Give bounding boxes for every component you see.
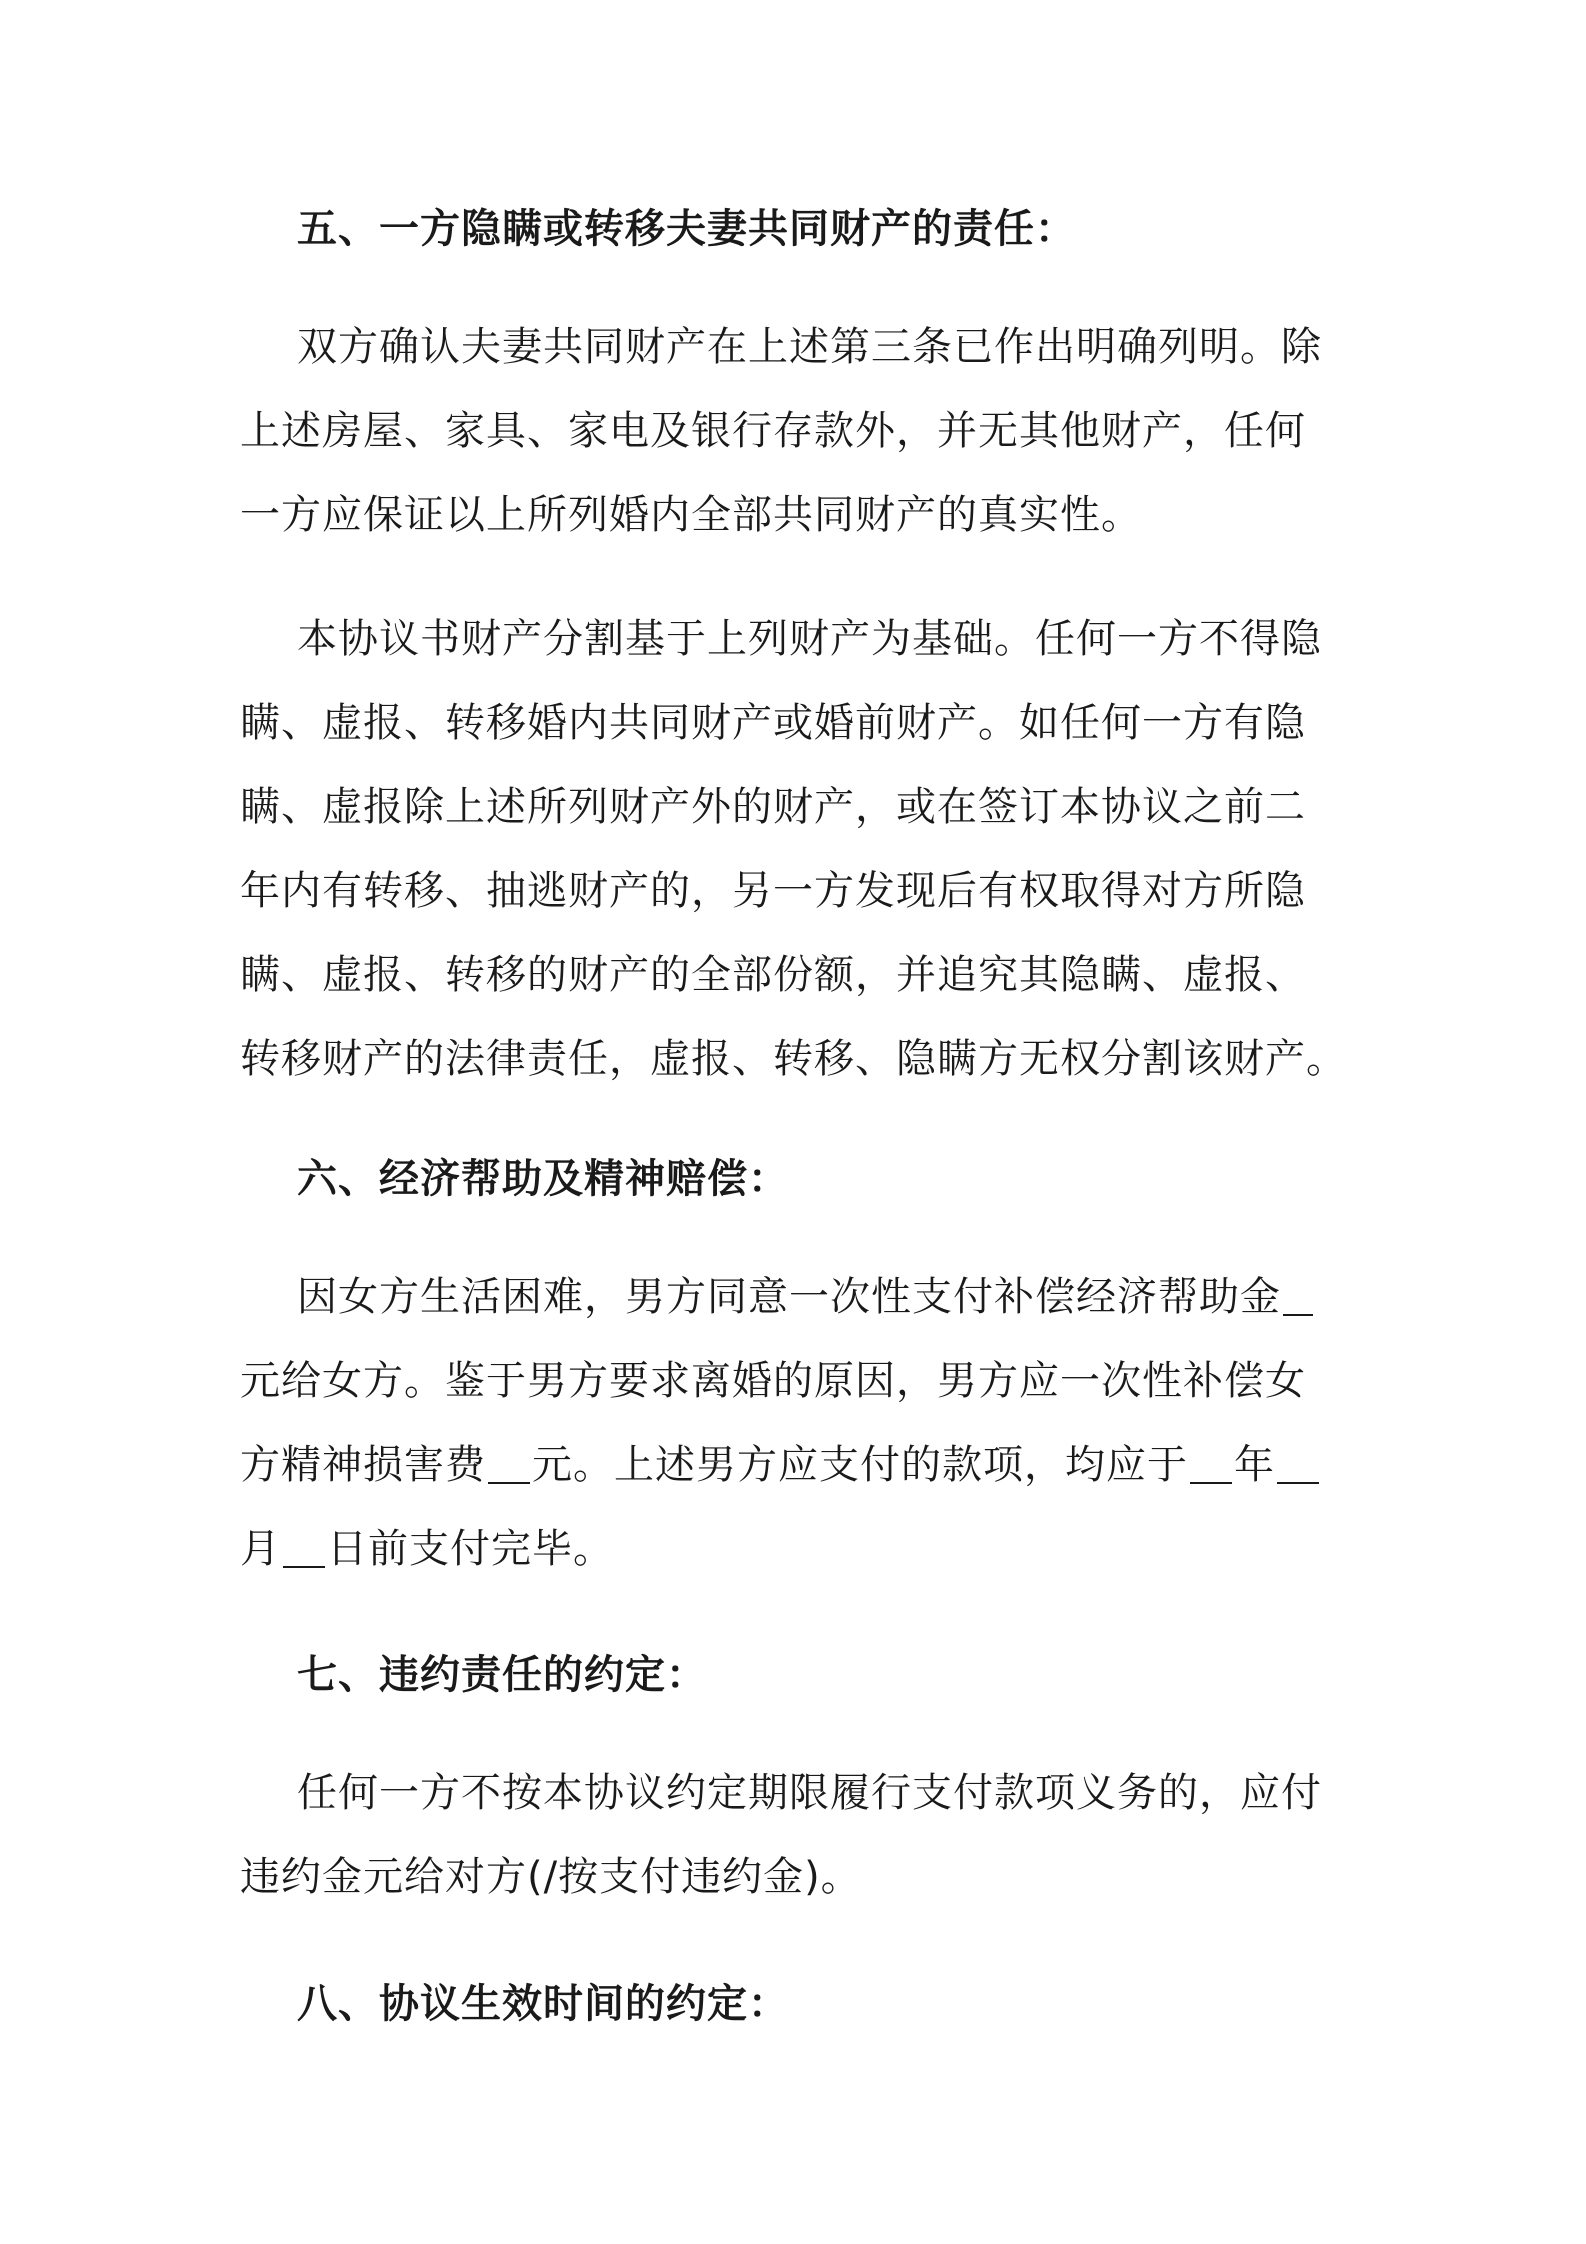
amount-blank [1283, 1270, 1313, 1316]
paragraph-line: 违约金元给对方(/按支付违约金)。 [240, 1854, 862, 1900]
paragraph-line: 上述房屋、家具、家电及银行存款外，并无其他财产，任何 [240, 408, 1306, 454]
year-blank [1190, 1438, 1232, 1484]
amount-blank [488, 1438, 530, 1484]
paragraph-line [240, 1423, 1355, 1507]
line-text: 月 [240, 1526, 281, 1572]
section-7-heading: 七、违约责任的约定： [297, 1652, 707, 1698]
section-8-heading: 八、协议生效时间的约定： [297, 1981, 789, 2027]
section-7-paragraph [240, 1751, 1355, 1919]
section-5-paragraph-1 [240, 305, 1355, 557]
paragraph-line: 双方确认夫妻共同财产在上述第三条已作出明确列明。除 [297, 324, 1322, 370]
paragraph-line: 任何一方不按本协议约定期限履行支付款项义务的，应付 [297, 1770, 1322, 1816]
section-6-heading: 六、经济帮助及精神赔偿： [297, 1156, 789, 1202]
paragraph-line [240, 1507, 1355, 1591]
paragraph-line: 年内有转移、抽逃财产的，另一方发现后有权取得对方所隐 [240, 868, 1306, 914]
paragraph-line [240, 1255, 1355, 1339]
paragraph-line: 瞒、虚报、转移的财产的全部份额，并追究其隐瞒、虚报、 [240, 952, 1306, 998]
day-blank [283, 1522, 325, 1568]
month-blank [1277, 1438, 1319, 1484]
paragraph-line: 瞒、虚报除上述所列财产外的财产，或在签订本协议之前二 [240, 784, 1306, 830]
line-text: 元。上述男方应支付的款项，均应于 [532, 1442, 1188, 1488]
section-6-paragraph [240, 1255, 1355, 1591]
section-5-heading: 五、一方隐瞒或转移夫妻共同财产的责任： [297, 206, 1076, 252]
paragraph-line: 瞒、虚报、转移婚内共同财产或婚前财产。如任何一方有隐 [240, 700, 1306, 746]
section-5-paragraph-2 [240, 597, 1355, 1101]
paragraph-line: 元给女方。鉴于男方要求离婚的原因，男方应一次性补偿女 [240, 1358, 1306, 1404]
paragraph-line: 转移财产的法律责任，虚报、转移、隐瞒方无权分割该财产。 [240, 1036, 1347, 1082]
line-text: 方精神损害费 [240, 1442, 486, 1488]
line-text: 年 [1234, 1442, 1275, 1488]
paragraph-line: 一方应保证以上所列婚内全部共同财产的真实性。 [240, 492, 1142, 538]
paragraph-line: 本协议书财产分割基于上列财产为基础。任何一方不得隐 [297, 616, 1322, 662]
line-text: 因女方生活困难，男方同意一次性支付补偿经济帮助金 [297, 1274, 1281, 1320]
line-text: 日前支付完毕。 [327, 1526, 614, 1572]
